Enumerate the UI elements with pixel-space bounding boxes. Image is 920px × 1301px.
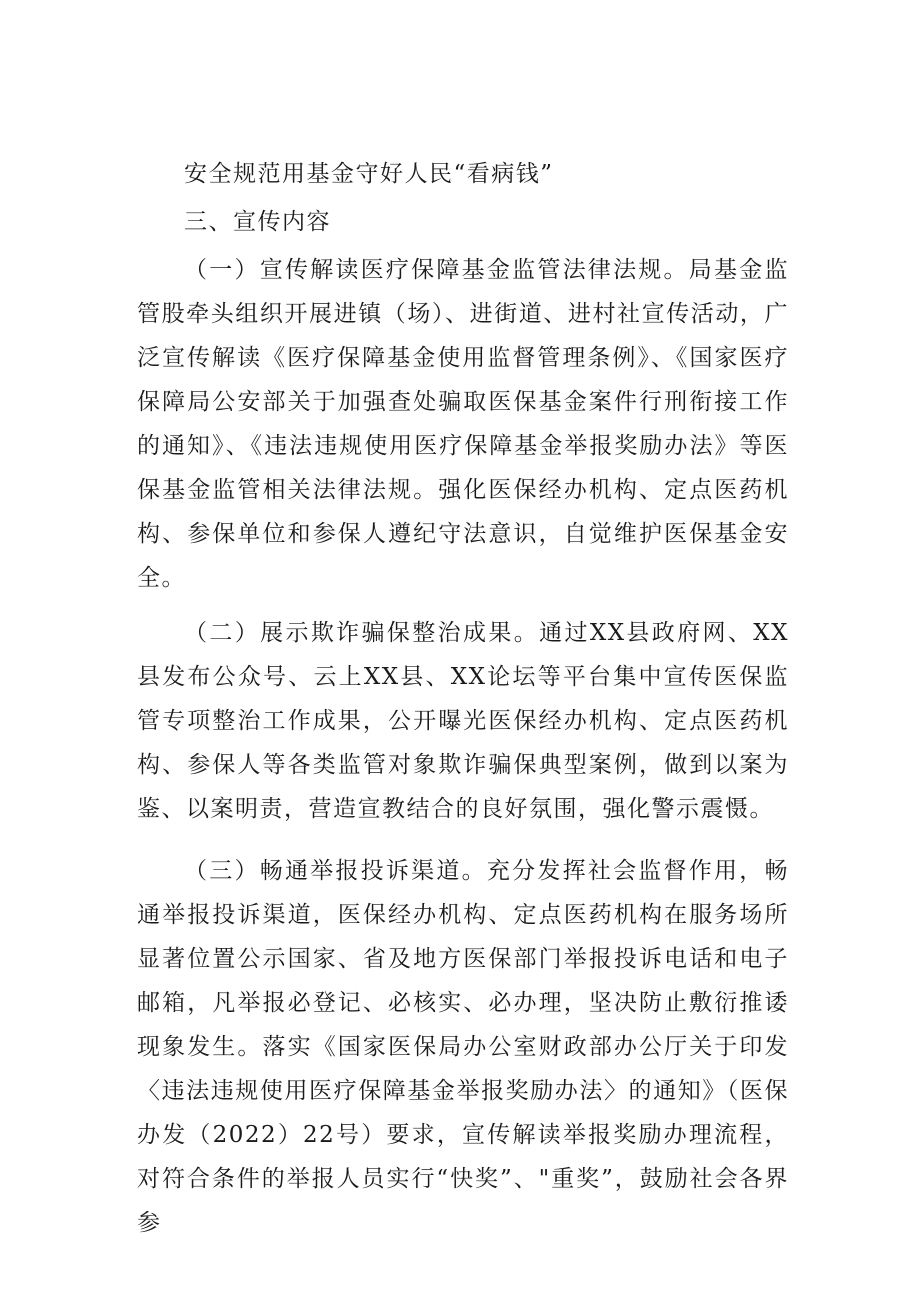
paragraph-item-2: （二）展示欺诈骗保整治成果。通过XX县政府网、XX县发布公众号、云上XX县、XX论坛等平台集中宣传医保监管专项整治工作成果，公开曝光医保经办机构、定点医药机构、参保人等各类监管对象欺诈骗保典型案例，做到以案为鉴、以案明责，营造宣教结合的良好氛围，强化警示震慑。	[137, 620, 789, 822]
document-body	[137, 152, 789, 1245]
paragraph-item-1: （一）宣传解读医疗保障基金监管法律法规。局基金监管股牵头组织开展进镇（场）、进街道、进村社宣传活动，广泛宣传解读《医疗保障基金使用监督管理条例》、《国家医疗保障局公安部关于加强查处骗取医保基金案件行刑衔接工作的通知》、《违法违规使用医疗保障基金举报奖励办法》等医保基金监管相关法律法规。强化医保经办机构、定点医药机构、参保单位和参保人遵纪守法意识，自觉维护医保基金安全。	[137, 257, 789, 591]
paragraph-continuation: 安全规范用基金守好人民“看病钱”	[184, 161, 554, 187]
section-heading: 三、宣传内容	[184, 209, 331, 235]
paragraph-item-3: （三）畅通举报投诉渠道。充分发挥社会监督作用，畅通举报投诉渠道，医保经办机构、定点医药机构在服务场所显著位置公示国家、省及地方医保部门举报投诉电话和电子邮箱，凡举报必登记、必核实、必办理，坚决防止敷衍推诿现象发生。落实《国家医保局办公室财政部办公厅关于印发〈违法违规使用医疗保障基金举报奖励办法〉的通知》（医保办发（2022）22号）要求，宣传解读举报奖励办理流程，对符合条件的举报人员实行“快奖”、"重奖”，鼓励社会各界参	[137, 858, 789, 1236]
